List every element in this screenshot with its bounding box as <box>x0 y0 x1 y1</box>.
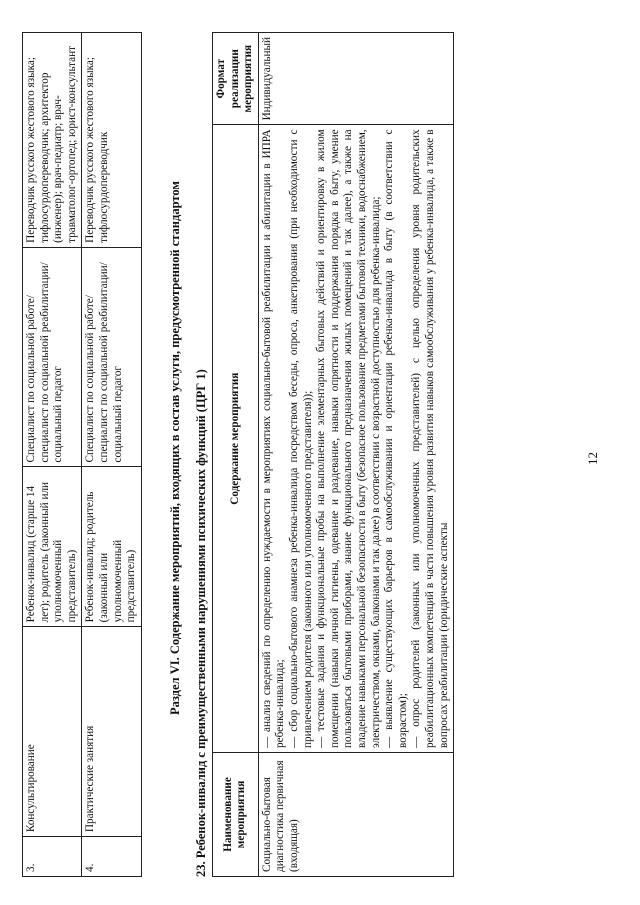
activity-name: Социально-бытовая диагностика первичная (входящая) <box>258 752 453 876</box>
content-item: — сбор социально-бытового анамнеза ребенка-инвалида посредством беседы, опроса, анкетирования (при необходимости с привлечением родителя (законного или уполномоченного представителя)); <box>287 129 314 748</box>
section-title: Раздел VI. Содержание мероприятий, входящих в состав услуги, предусмотренной стандартом <box>168 181 182 715</box>
page-number: 12 <box>585 452 600 465</box>
content-item: — тестовые задания и функциональные пробы на выполнение элементарных бытовых действий и ориентировку в жилом помещении (навыки личной гигиены, одевание и раздевание, навыки опрятности и поддержания порядка в быту, умение пользоваться бытовыми приборами, знание функционального предназначения жилых помещений и так далее), а также на владение навыками персональной безопасности в быту (безопасное пользование предметами бытовой техники, водоснабжением, электричеством, окнами, балконами и так далее) в соответствии с возрастной доступностью для ребенка-инвалида; <box>315 129 382 748</box>
content-item: — анализ сведений по определению нуждаемости в мероприятиях социально-бытовой реабилитации и абилитации в ИПРА ребенка-инвалида; <box>260 129 287 748</box>
format-cell: Индивидуальный <box>258 33 453 125</box>
specialist-cell: Специалист по социальной работе/специалист по социальной реабилитации/социальный педагог <box>23 247 82 467</box>
header-content: Содержание мероприятия <box>213 125 259 753</box>
header-format: Формат реализации мероприятия <box>213 33 259 125</box>
activities-content-table <box>212 32 454 877</box>
table-header-row <box>213 33 259 877</box>
participants-cell: Ребенок-инвалид (старше 14 лет); родитель (законный или уполномоченный представитель) <box>23 467 82 627</box>
extra-specialists-cell: Переводчик русского жестового языка; тифлосурдопереводчик; архитектор (инженер); врач-педиатр; врач-травматолог-ортопед; юрист-консультант <box>23 33 82 248</box>
row-number: 3. <box>23 837 82 877</box>
specialist-cell: Специалист по социальной работе/специалист по социальной реабилитации/социальный педагог <box>82 247 141 467</box>
content-item: — опрос родителей (законных или уполномоченных представителей) с целью определения уровня родительских реабилитационных компетенций в части повышения уровня развития навыков самообслуживания у ребенка-инвалида, а также в вопросах реабилитации (юридические аспекты <box>410 129 450 748</box>
row-number: 4. <box>82 837 141 877</box>
activity-name: Практические занятия <box>82 627 141 837</box>
content-item: — выявление существующих барьеров в самообслуживании и ориентации ребенка-инвалида в быту (в соответствии с возрастом); <box>383 129 409 748</box>
table-row <box>23 33 82 877</box>
extra-specialists-cell: Переводчик русского жестового языка; тифлосурдопереводчик <box>82 33 141 248</box>
table-row <box>82 33 141 877</box>
subsection-title: 23. Ребенок-инвалид с преимущественными нарушениями психических функций (ЦРГ 1) <box>194 369 208 877</box>
activity-content <box>258 125 453 753</box>
activity-name: Консультирование <box>23 627 82 837</box>
header-name: Наименование мероприятия <box>213 752 259 876</box>
table-row <box>258 33 453 877</box>
specialists-table <box>22 32 142 877</box>
participants-cell: Ребенок-инвалид; родитель (законный или уполномоченный представитель) <box>82 467 141 627</box>
